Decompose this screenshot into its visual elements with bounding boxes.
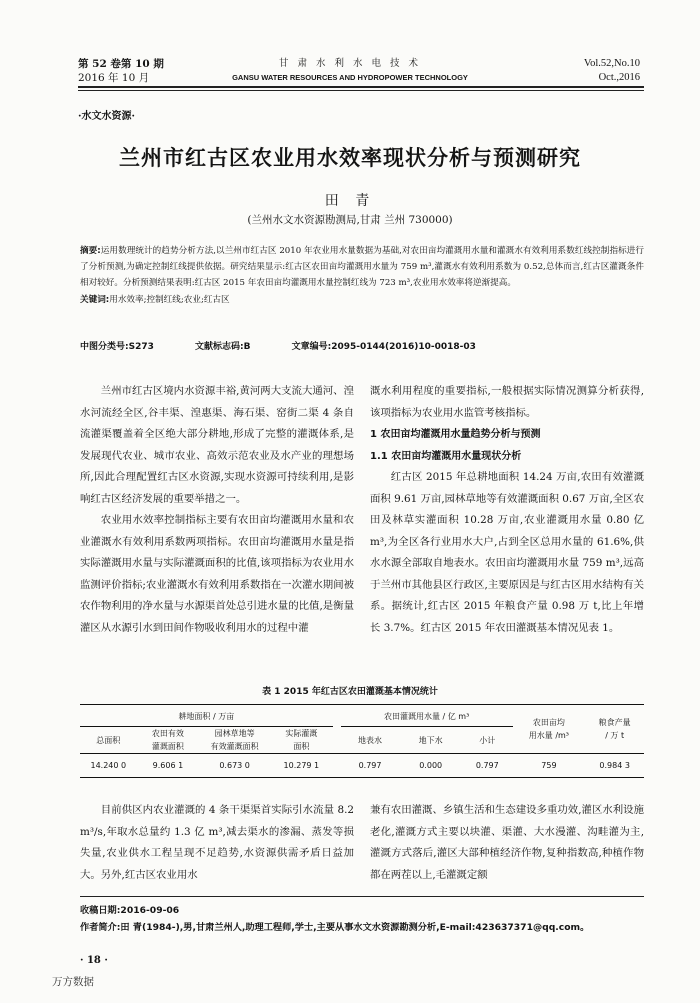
paper-title: 兰州市红古区农业用水效率现状分析与预测研究: [119, 145, 581, 170]
header-journal-cn: 甘 肃 水 利 水 电 技 术: [278, 58, 422, 69]
table-cell: 9.606 1: [152, 761, 184, 770]
table-cell: 0.984 3: [599, 761, 630, 770]
table-cell: 0.673 0: [219, 761, 250, 770]
footnote-received: 收稿日期:2016-09-06: [80, 905, 180, 916]
body-right-column: [370, 381, 644, 639]
body-right-column-lower: [370, 800, 644, 886]
footnote-author-bio: 作者简介:田 青(1984-),男,甘肃兰州人,助理工程师,学士,主要从事水文水资源勘测分析,E-mail:423637371@qq.com。: [80, 922, 590, 933]
watermark: 万方数据: [52, 976, 94, 988]
header-date-en: Oct.,2016: [598, 72, 640, 83]
body-left-column: [80, 381, 354, 639]
table-col-ground: 地下水: [418, 735, 443, 745]
header-journal-en: GANSU WATER RESOURCES AND HYDROPOWER TECHNOLOGY: [232, 73, 468, 82]
table-group-water: 农田灌溉用水量 / 亿 m³: [341, 705, 513, 727]
table-col-garden: [199, 727, 270, 754]
keywords-label: 关键词:: [80, 294, 110, 305]
table-group-area: 耕地面积 / 万亩: [80, 705, 333, 727]
table-col-per-mu-b: 用水量 /m³: [528, 731, 570, 740]
body-paragraph: 兼有农田灌溉、乡镇生活和生态建设多重功效,灌区水利设施老化,灌溉方式主要以块灌、渠灌、大水漫灌、沟畦灌为主,灌溉方式落后,灌区大部种植经济作物,复种指数高,种植作物都在两茬以上,毛灌溉定额: [370, 804, 644, 881]
body-paragraph: 目前供区内农业灌溉的 4 条干渠渠首实际引水流量 8.2 m³/s,年取水总量约 1.3 亿 m³,减去渠水的渗漏、蒸发等损失量,农业供水工程呈现不足趋势,水资源供需矛盾日益加大。另外,红古区农业用水: [80, 804, 354, 881]
table-col-farm-a: 农田有效: [151, 729, 184, 738]
table-header-row: [80, 705, 644, 727]
page-number: · 18 ·: [80, 955, 108, 966]
table-col-farm-b: 灌溉面积: [151, 742, 184, 751]
section-heading-1-1: 1.1 农田亩均灌溉用水量现状分析: [370, 450, 522, 462]
table-cell: 14.240 0: [90, 761, 127, 770]
section-heading-1: 1 农田亩均灌溉用水量趋势分析与预测: [370, 429, 541, 440]
table-col-surface: 地表水: [358, 735, 383, 745]
body-paragraph: 农业用水效率控制指标主要有农田亩均灌溉用水量和农业灌溉水有效利用系数两项指标。农田亩均灌溉用水量是指实际灌溉用水量与实际灌溉面积的比值,该项指标为农业用水监测评价指标;农业灌溉水有效利用系数指在一次灌水期间被农作物利用的净水量与水源渠首处总引进水量的比值,是衡量灌区从水源引水到田间作物吸收利用水的过程中灌: [80, 514, 354, 634]
footnote: [80, 902, 589, 936]
table-col-total: 总面积: [96, 735, 121, 745]
paper-affiliation: (兰州水文水资源勘测局,甘肃 兰州 730000): [247, 214, 453, 226]
keywords-text: 用水效率;控制红线;农业;红古区: [109, 294, 230, 305]
abstract-label: 摘要:: [80, 246, 101, 256]
table-col-per-mu: [513, 705, 586, 754]
table-row: [80, 754, 644, 778]
body-paragraph: 红古区 2015 年总耕地面积 14.24 万亩,农田有效灌溉面积 9.61 万亩,园林草地等有效灌溉面积 0.67 万亩,全区农田及林草实灌面积 10.28 万亩,农业灌溉用水量 0.80 亿 m³,为全区各行业用水大户,占到全区总用水量的 61.6%,供水水源全部取自地表水。农田亩均灌溉用水量 759 m³,远高于兰州市其他县区行政区,主要原因是与红古区用水结构有关系。据统计,红古区 2015 年粮食产量 0.98 万 t,比上年增长 3.7%。红古区 2015 年农田灌溉基本情况见表 1。: [370, 471, 644, 634]
section-tag: ·水文水资源·: [78, 111, 135, 122]
table-col-grain-a: 粮食产量: [598, 718, 631, 727]
body-paragraph: 溉水利用程度的重要指标,一般根据实际情况测算分析获得,该项指标为农业用水监管考核指标。: [370, 385, 644, 419]
table-col-farm: [137, 727, 200, 754]
table-cell: 0.000: [419, 761, 443, 770]
abstract-block: [80, 243, 644, 308]
paper-author: 田 青: [324, 193, 376, 209]
irrigation-table: [80, 704, 644, 778]
table-col-actual-b: 面积: [293, 742, 310, 751]
article-meta: [80, 339, 514, 352]
footnote-rule: [80, 896, 644, 897]
table-col-actual-a: 实际灌溉: [285, 729, 318, 738]
table-cell: 10.279 1: [283, 761, 320, 770]
table-col-sum: 小计: [479, 735, 496, 745]
table-col-garden-b: 有效灌溉面积: [210, 742, 259, 751]
header-issue-cn: 第 52 卷第 10 期: [78, 58, 164, 70]
table-col-garden-a: 园林草地等: [214, 729, 255, 738]
body-paragraph: 兰州市红古区境内水资源丰裕,黄河两大支流大通河、湟水河流经全区,谷丰渠、湟惠渠、海石渠、窑街二渠 4 条自流灌渠覆盖着全区绝大部分耕地,形成了完整的灌溉体系,是发展现代农业、城市农业、高效示范农业及水产业的理想场所,因此合理配置红古区水资源,实现水资源可持续利用,是影响红古区经济发展的重要举措之一。: [80, 385, 354, 505]
table-cell: 0.797: [475, 761, 499, 770]
body-left-column-lower: [80, 800, 354, 886]
table-col-per-mu-a: 农田亩均: [532, 718, 565, 727]
header-rule-thin: [78, 90, 644, 91]
header-volume: [584, 57, 640, 85]
meta-article-no: 文章编号:2095-0144(2016)10-0018-03: [291, 342, 476, 352]
table-title: 表 1 2015 年红古区农田灌溉基本情况统计: [262, 687, 438, 697]
header-date-cn: 2016 年 10 月: [78, 72, 150, 84]
table-cell: 759: [541, 761, 557, 770]
table-col-actual: [270, 727, 333, 754]
meta-clc: 中图分类号:S273: [80, 342, 154, 352]
meta-doc-code: 文献标志码:B: [195, 342, 251, 352]
header-vol-en: Vol.52,No.10: [583, 58, 640, 69]
table-col-grain-b: / 万 t: [605, 731, 625, 740]
header-rule-thick: [78, 86, 644, 88]
table-cell: 0.797: [358, 761, 382, 770]
abstract-text: 运用数理统计的趋势分析方法,以兰州市红古区 2010 年农业用水量数据为基础,对农田亩均灌溉用水量和灌溉水有效利用系数红线控制指标进行了分析预测,为确定控制红线提供依据。研究结果显示:红古区农田亩均灌溉用水量为 759 m³,灌溉水有效利用系数为 0.52,总体而言,红古区灌溉条件相对较好。分析预测结果表明:红古区 2015 年农田亩均灌溉用水量控制红线为 723 m³,农业用水效率将逆渐提高。: [80, 246, 644, 289]
table-col-grain: [585, 705, 644, 754]
